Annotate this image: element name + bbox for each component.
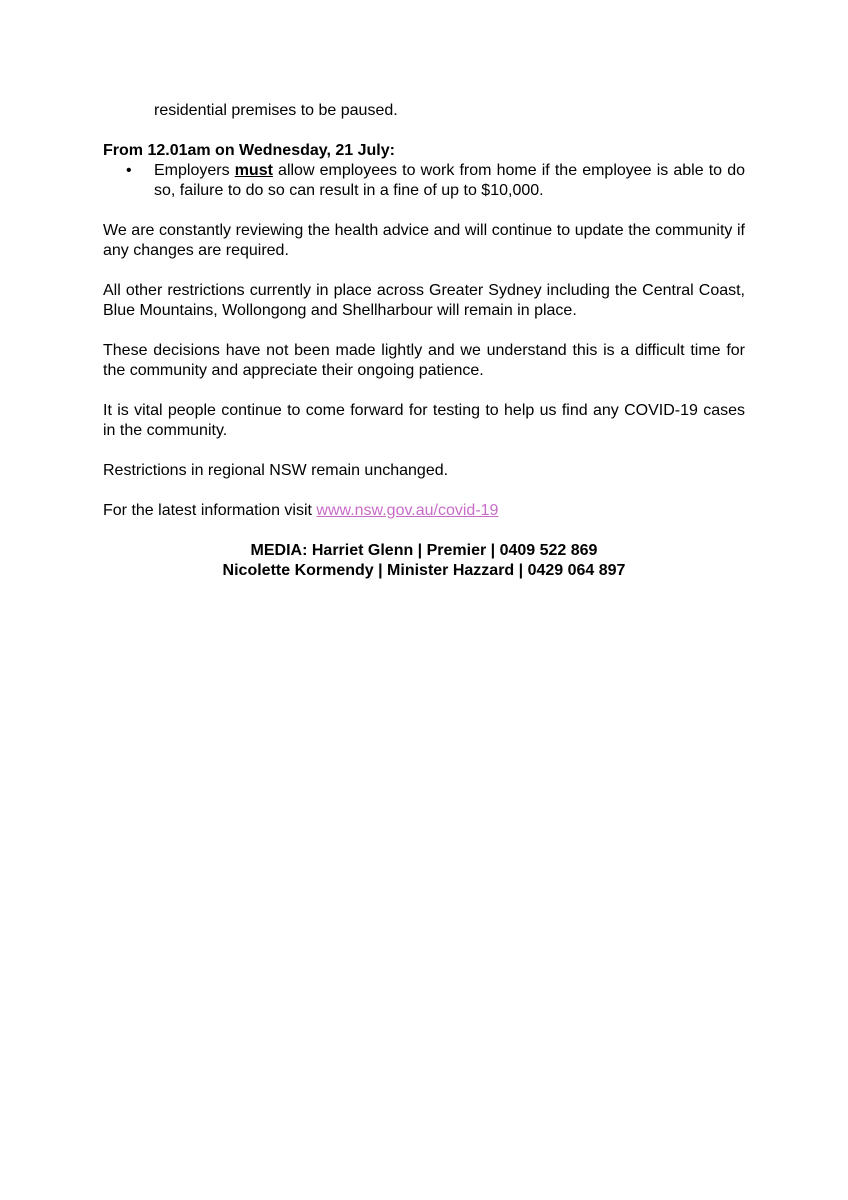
media-contact-premier: MEDIA: Harriet Glenn | Premier | 0409 522 869 (250, 542, 598, 559)
covid-info-link[interactable]: www.nsw.gov.au/covid-19 (316, 502, 499, 519)
document-page (103, 101, 745, 581)
paragraph-regional: Restrictions in regional NSW remain unchanged. (103, 462, 449, 479)
paragraph-testing: It is vital people continue to come forward for testing to help us find any COVID-19 cases in the community. (103, 402, 745, 439)
bullet-list (103, 161, 745, 201)
media-contact-minister: Nicolette Kormendy | Minister Hazzard | 0429 064 897 (222, 562, 626, 579)
section-heading: From 12.01am on Wednesday, 21 July: (103, 142, 395, 159)
latest-info-line (103, 501, 745, 521)
paragraph-health-advice: We are constantly reviewing the health advice and will continue to update the community if any changes are required. (103, 222, 745, 259)
continued-bullet-text: residential premises to be paused. (154, 102, 398, 119)
latest-info-text: For the latest information visit (103, 502, 317, 519)
bullet-item (103, 161, 745, 201)
media-contacts (103, 541, 745, 581)
bullet-emphasis: must (234, 162, 273, 179)
paragraph-other-restrictions: All other restrictions currently in place across Greater Sydney including the Central Coast, Blue Mountains, Wollongong and Shellharbour will remain in place. (103, 282, 745, 319)
bullet-text-before: Employers (154, 162, 235, 179)
bullet-icon: • (126, 162, 132, 179)
paragraph-decisions: These decisions have not been made lightly and we understand this is a difficult time for the community and appreciate their ongoing patience. (103, 342, 745, 379)
bullet-text-after: allow employees to work from home if the employee is able to do so, failure to do so can result in a fine of up to $10,000. (154, 162, 745, 199)
